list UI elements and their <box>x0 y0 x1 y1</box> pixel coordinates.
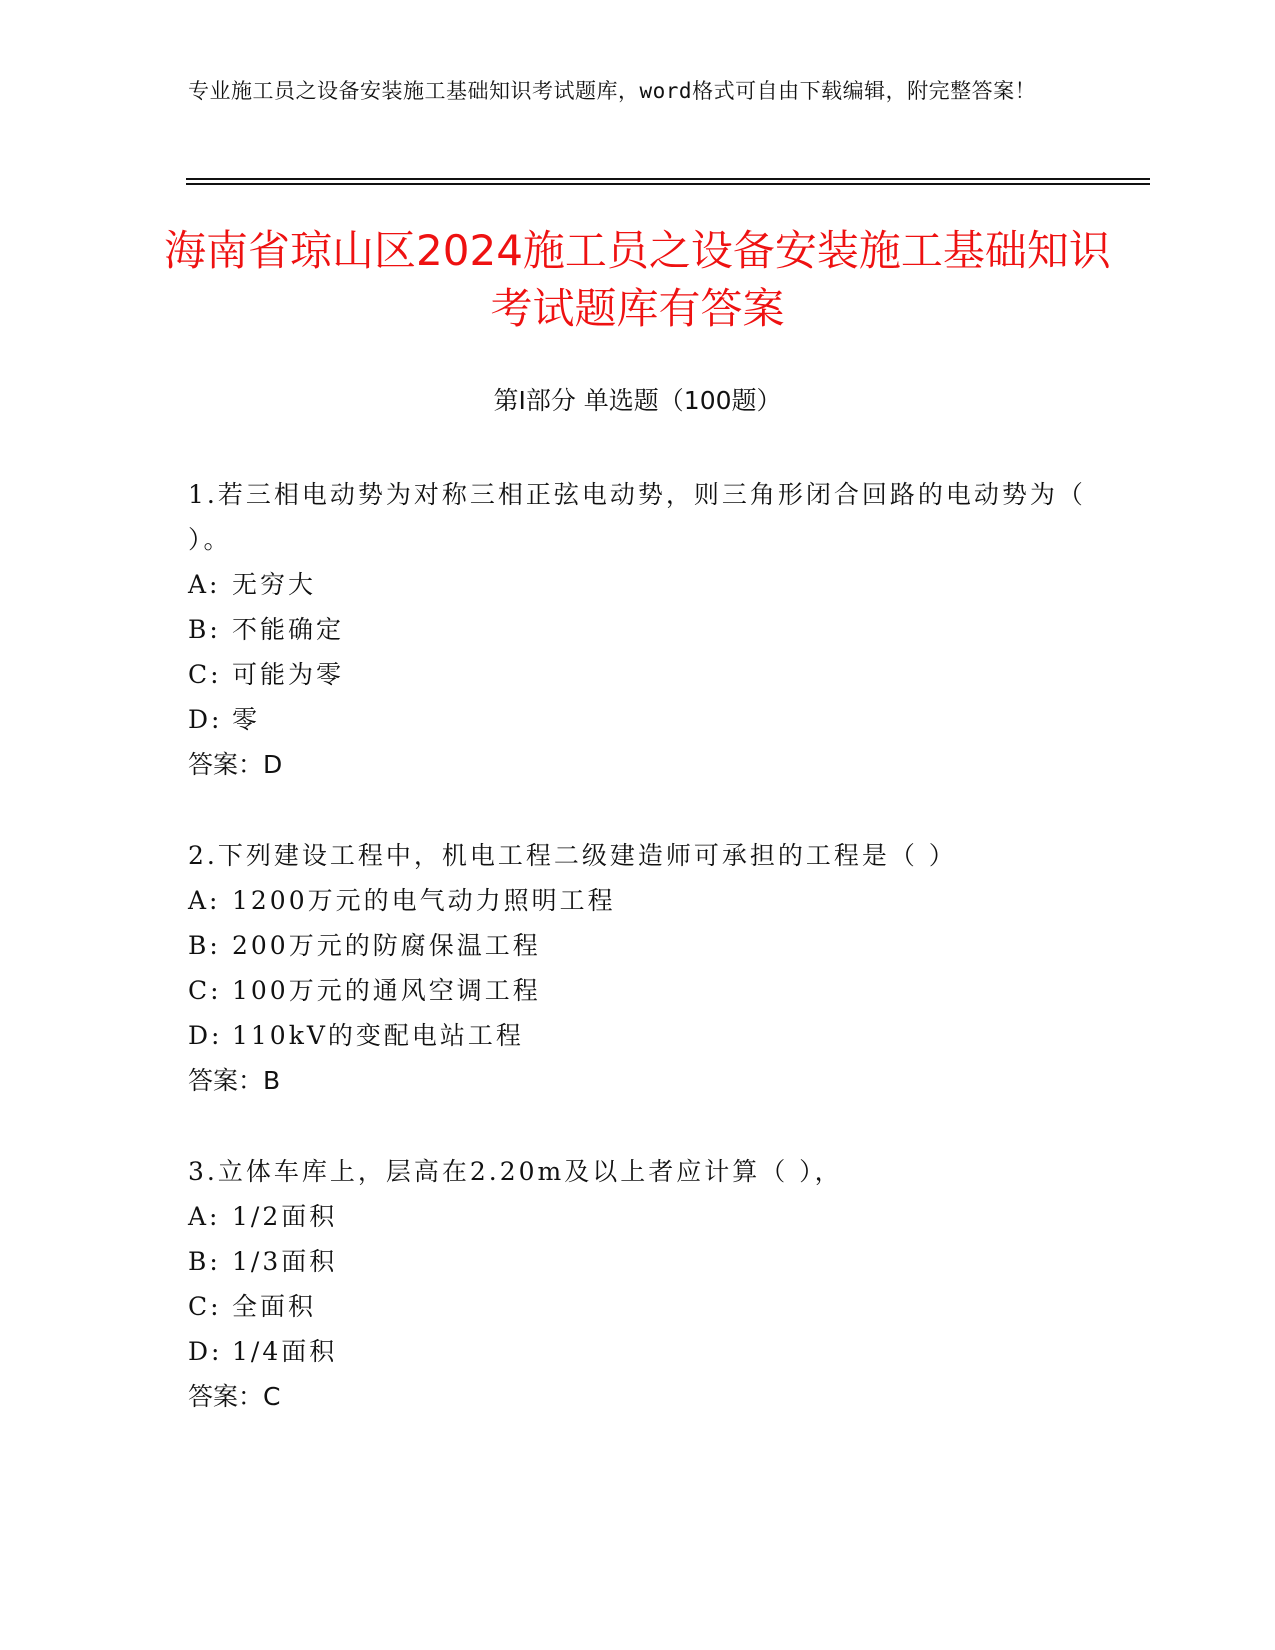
option-text: 100万元的通风空调工程 <box>232 976 541 1005</box>
option-key: C: <box>188 660 222 689</box>
question-stem: 3.立体车库上，层高在2.20m及以上者应计算（ ）， <box>188 1157 843 1186</box>
option-key: A: <box>188 570 221 599</box>
option-text: 110kV的变配电站工程 <box>232 1021 524 1050</box>
option-text: 200万元的防腐保温工程 <box>232 931 541 960</box>
answer-line: 答案：C <box>188 1382 281 1411</box>
option-text: 1/2面积 <box>232 1202 338 1231</box>
question-stem: 2.下列建设工程中，机电工程二级建造师可承担的工程是（ ） <box>188 841 957 870</box>
option-key: D: <box>188 1337 223 1366</box>
header-rule-top <box>186 178 1150 180</box>
answer-line: 答案：D <box>188 750 283 779</box>
option-text: 无穷大 <box>232 570 317 599</box>
option-c <box>188 1284 1088 1329</box>
option-key: C: <box>188 1292 222 1321</box>
option-b <box>188 1239 1088 1284</box>
question-stem: 1.若三相电动势为对称三相正弦电动势，则三角形闭合回路的电动势为（ ）。 <box>188 480 1086 554</box>
option-text: 零 <box>232 705 261 734</box>
option-text: 全面积 <box>232 1292 317 1321</box>
option-key: D: <box>188 1021 223 1050</box>
option-d <box>188 1329 1088 1374</box>
option-key: C: <box>188 976 222 1005</box>
option-text: 1/3面积 <box>232 1247 338 1276</box>
option-a <box>188 1194 1088 1239</box>
question-1 <box>188 472 1088 787</box>
option-key: B: <box>188 1247 221 1276</box>
option-key: B: <box>188 931 221 960</box>
option-key: D: <box>188 705 223 734</box>
option-text: 1200万元的电气动力照明工程 <box>232 886 616 915</box>
header-note: 专业施工员之设备安装施工基础知识考试题库，word格式可自由下载编辑，附完整答案！ <box>188 79 1037 103</box>
question-2 <box>188 833 1088 1103</box>
option-d <box>188 1013 1088 1058</box>
option-c <box>188 652 1088 697</box>
document-title: 海南省琼山区2024施工员之设备安装施工基础知识考试题库有答案 <box>164 226 1111 333</box>
section-heading: 第Ⅰ部分 单选题（100题） <box>493 386 782 415</box>
option-key: A: <box>188 886 221 915</box>
option-c <box>188 968 1088 1013</box>
header-rule-bottom <box>186 183 1150 185</box>
option-key: B: <box>188 615 221 644</box>
option-b <box>188 923 1088 968</box>
option-text: 1/4面积 <box>232 1337 338 1366</box>
option-text: 可能为零 <box>232 660 345 689</box>
question-3 <box>188 1149 1088 1419</box>
option-b <box>188 607 1088 652</box>
option-d <box>188 697 1088 742</box>
option-a <box>188 878 1088 923</box>
option-a <box>188 562 1088 607</box>
question-list <box>188 472 1088 1465</box>
option-key: A: <box>188 1202 221 1231</box>
answer-line: 答案：B <box>188 1066 281 1095</box>
option-text: 不能确定 <box>232 615 345 644</box>
